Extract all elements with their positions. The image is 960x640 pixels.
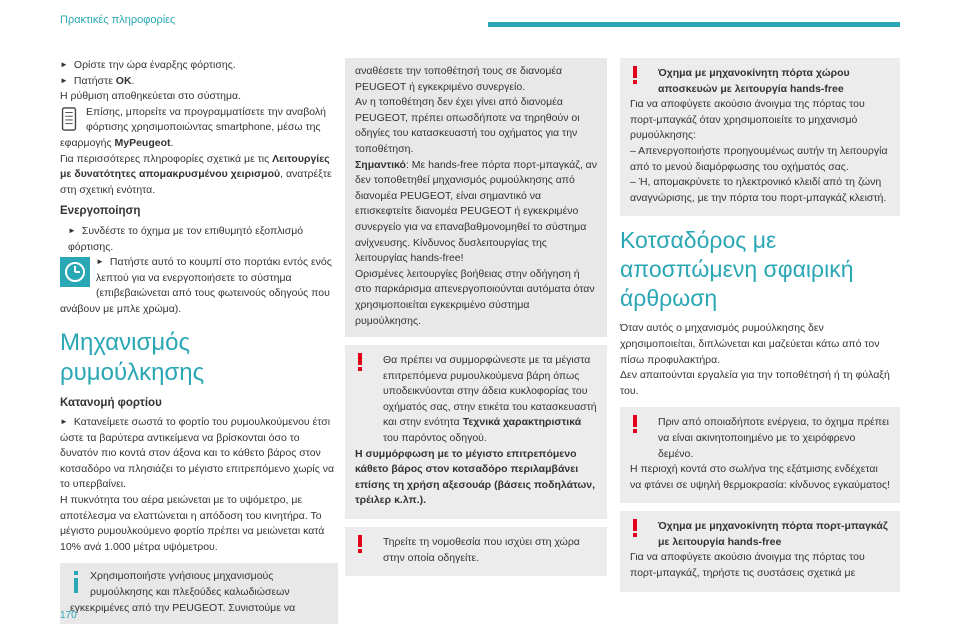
column-2 xyxy=(345,58,607,576)
paragraph-fitting: αναθέσετε την τοποθέτησή τους σε διανομέα PEUGEOT ή εγκεκριμένο συνεργείο. xyxy=(355,65,563,93)
paragraph-manufacturer-instructions: Αν η τοποθέτηση δεν έχει γίνει από διανομέα PEUGEOT, πρέπει οπωσδήποτε να τηρηθούν οι οδηγίες του κατασκευαστή του οχήματος για την τοποθέτηση. xyxy=(355,96,580,155)
warning-box-max-weights: Θα πρέπει να συμμορφώνεστε με τα μέγιστα επιτρεπόμενα ρυμουλκούμενα βάρη όπως υποδεικνύονται στην άδεια κυκλοφορίας του οχήματός σας, στην ετικέτα του κατασκευαστή και στην ενότητα Τεχνικά χαρακτηριστικά του παρόντος οδηγού. Η συμμόρφωση με το μέγιστο επιτρεπόμενο κάθετο βάρος στον κοτσαδόρο περιλαμβάνει επίσης τη χρήση αξεσουάρ (βάσεις ποδηλάτων, τρέιλερ κ.λπ.). xyxy=(345,345,607,519)
warning-icon xyxy=(632,415,638,433)
paragraph-saved: Η ρύθμιση αποθηκεύεται στο σύστημα. xyxy=(60,90,241,103)
paragraph-important: Σημαντικό: Με hands-free πόρτα πορτ-μπαγκάζ, αν δεν τοποθετηθεί μηχανισμός ρυμούλκησης από διανομέα PEUGEOT, είναι σημαντικό να επισκεφτείτε διανομέα PEUGEOT ή εγκεκριμένο συνεργείο για να επαναβαθμονομηθεί το σύστημα ανίχνευσης. Κίνδυνος δυσλειτουργίας της λειτουργίας hands-free! xyxy=(355,158,598,265)
column-1 xyxy=(60,58,338,624)
paragraph-air-density: Η πυκνότητα του αέρα μειώνεται με το υψόμετρο, με αποτέλεσμα να ελαττώνεται η απόδοση του κινητήρα. Το μέγιστο ρυμουλκούμενο φορτίο πρέπει να μειώνεται κατά 10% ανά 1.000 μέτρα υψόμετρου. xyxy=(60,494,325,553)
paragraph-remote-functions: Για περισσότερες πληροφορίες σχετικά με τις Λειτουργίες με δυνατότητες απομακρυσμένου χειρισμού, ανατρέξτε στη σχετική ενότητα. xyxy=(60,152,332,196)
warning-box-legislation: Τηρείτε τη νομοθεσία που ισχύει στη χώρα στην οποία οδηγείτε. xyxy=(345,527,607,576)
info-box-genuine-towbar: Χρησιμοποιήστε γνήσιους μηχανισμούς ρυμούλκησης και πλεξούδες καλωδιώσεων εγκεκριμένες από την PEUGEOT. Συνιστούμε να xyxy=(60,563,338,624)
info-icon xyxy=(70,571,82,593)
smartphone-icon xyxy=(60,107,78,131)
warning-box-hands-free-tailgate: Όχημα με μηχανοκίνητη πόρτα πορτ-μπαγκάζ με λειτουργία hands-free Για να αποφύγετε ακούσιο άνοιγμα της πόρτας του πορτ-μπαγκάζ, τηρήστε τις συστάσεις σχετικά με xyxy=(620,511,900,591)
warning-box-hands-free-boot: Όχημα με μηχανοκίνητη πόρτα χώρου αποσκευών με λειτουργία hands-free Για να αποφύγετε ακούσιο άνοιγμα της πόρτας του πορτ-μπαγκάζ όταν χρησιμοποιείτε το μηχανισμό ρυμούλκησης: – Απενεργοποιήστε προηγουμένως αυτήν τη λειτουργία από το μενού διαμόρφωσης του οχήματός σας. – Ή, απομακρύνετε το ηλεκτρονικό κλειδί από τη ζώνη αναγνώρισης, με την πόρτα του πορτ-μπαγκάζ κλειστή. xyxy=(620,58,900,216)
column-3 xyxy=(620,58,900,592)
warning-icon xyxy=(357,535,363,553)
step-distribute-load: ► Κατανείμετε σωστά το φορτίο του ρυμουλκούμενου έτσι ώστε τα βαρύτερα αντικείμενα να βρίσκονται όσο το δυνατόν πιο κοντά στον άξονα και το κάθετο βάρος στον κοτσαδόρο να πλησιάζει το μέγιστο επιτρεπόμενο χωρίς να το υπερβαίνει. xyxy=(60,415,338,493)
smartphone-note: Επίσης, μπορείτε να προγραμματίσετε την αναβολή φόρτισης χρησιμοποιώντας smartphone, μέσω της εφαρμογής MyPeugeot. xyxy=(60,105,326,149)
page-number: 170 xyxy=(60,610,77,621)
section-title-detachable-towball: Κοτσαδόρος με αποσπώμενη σφαιρική άρθρωση xyxy=(620,227,854,312)
step-press-ok: ► Πατήστε OK. xyxy=(60,74,338,90)
step-set-start-time: ► Ορίστε την ώρα έναρξης φόρτισης. xyxy=(60,58,338,74)
section-title-towbar: Μηχανισμός ρυμούλκησης xyxy=(60,328,205,386)
charging-timer-icon xyxy=(60,257,90,287)
running-header: Πρακτικές πληροφορίες xyxy=(60,14,176,26)
heading-load-distribution: Κατανομή φορτίου xyxy=(60,396,162,409)
charging-button-note: ► Πατήστε αυτό το κουμπί στο πορτάκι εντός ενός λεπτού για να ενεργοποιήσετε το σύστημα (επιβεβαιώνεται από τους φωτεινούς οδηγούς που ανάβουν με μπλε χρώμα). xyxy=(60,255,338,317)
warning-box-handbrake: Πριν από οποιαδήποτε ενέργεια, το όχημα πρέπει να είναι ακινητοποιημένο με το χειρόφρενο δεμένο. Η περιοχή κοντά στο σωλήνα της εξάτμισης ενδέχεται να φτάνει σε υψηλή θερμοκρασία: κίνδυνος εγκαύματος! xyxy=(620,407,900,503)
warning-icon xyxy=(632,519,638,537)
paragraph-no-tools: Δεν απαιτούνται εργαλεία για την τοποθέτησή ή τη φύλαξή του. xyxy=(620,369,890,397)
header-accent-bar xyxy=(488,22,900,27)
step-connect-vehicle: ► Συνδέστε το όχημα με τον επιθυμητό εξοπλισμό φόρτισης. xyxy=(60,224,338,255)
heading-activation: Ενεργοποίηση xyxy=(60,205,141,218)
info-box-continued xyxy=(345,58,607,337)
warning-icon xyxy=(357,353,363,371)
paragraph-folds-away: Όταν αυτός ο μηχανισμός ρυμούλκησης δεν χρησιμοποιείται, διπλώνεται και μαζεύεται κάτω από τον πίσω προφυλακτήρα. xyxy=(620,322,880,366)
warning-icon xyxy=(632,66,638,84)
paragraph-vertical-load: Η συμμόρφωση με το μέγιστο επιτρεπόμενο κάθετο βάρος στον κοτσαδόρο περιλαμβάνει επίσης τη χρήση αξεσουάρ (βάσεις ποδηλάτων, τρέιλερ κ.λπ.). xyxy=(355,447,596,507)
paragraph-driving-aids: Ορισμένες λειτουργίες βοήθειας στην οδήγηση ή στο παρκάρισμα απενεργοποιούνται αυτόματα όταν χρησιμοποιείται εγκεκριμένο σύστημα ρυμούλκησης. xyxy=(355,267,595,327)
